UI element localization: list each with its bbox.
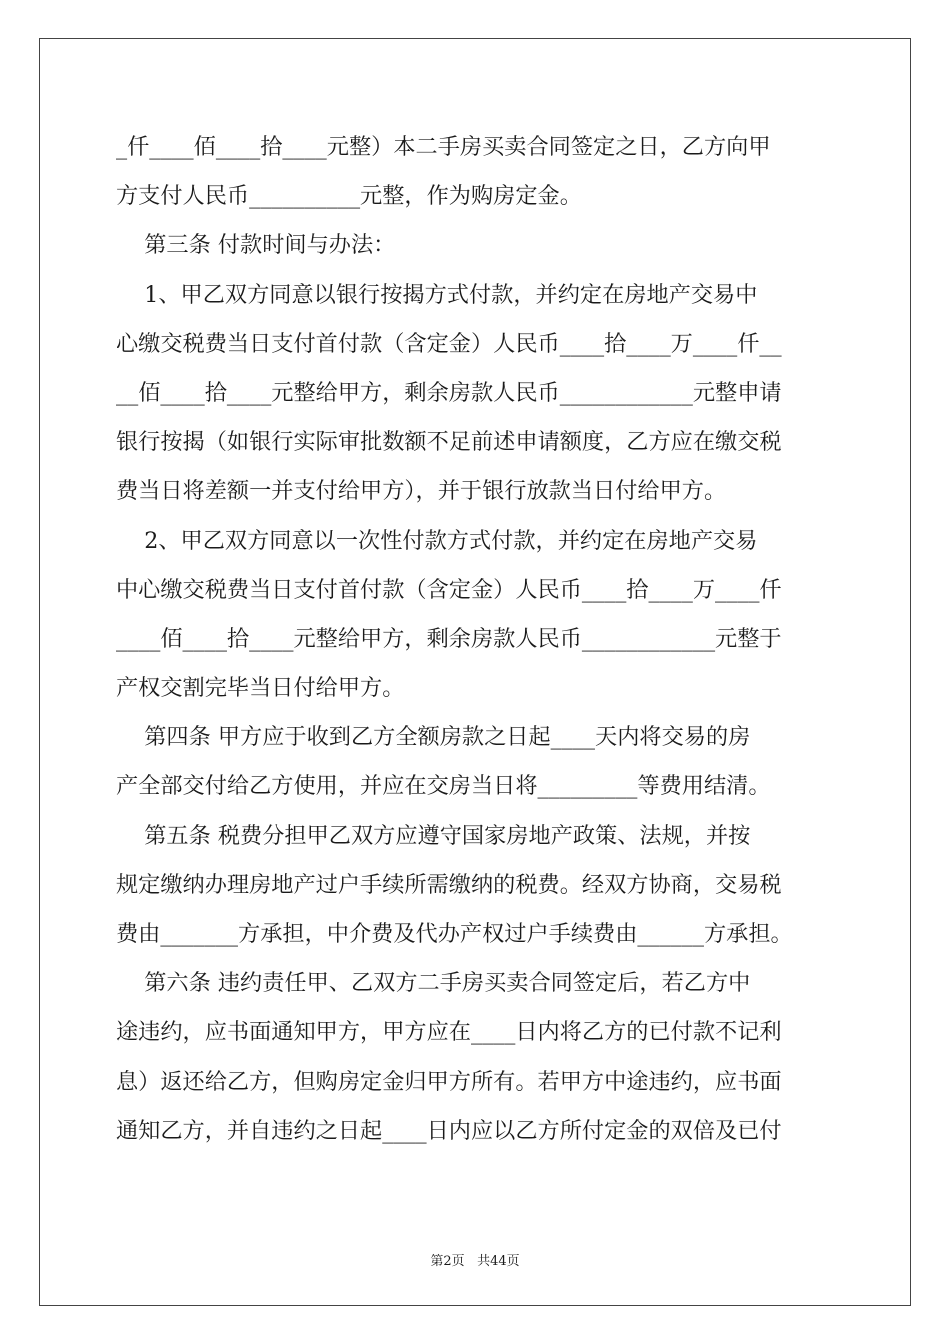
text-line: 第三条 付款时间与办法： xyxy=(116,232,396,259)
text-line: 1、甲乙双方同意以银行按揭方式付款，并约定在房地产交易中 xyxy=(116,281,758,308)
text-line: 2、甲乙双方同意以一次性付款方式付款，并约定在房地产交易 xyxy=(116,527,758,554)
text-line: 银行按揭（如银行实际审批数额不足前述申请额度，乙方应在缴交税 xyxy=(116,429,782,456)
text-line: 通知乙方，并自违约之日起____日内应以乙方所付定金的双倍及已付 xyxy=(116,1117,782,1144)
text-line: 第五条 税费分担甲乙双方应遵守国家房地产政策、法规，并按 xyxy=(116,822,751,849)
text-line: 第六条 违约责任甲、乙双方二手房买卖合同签定后，若乙方中 xyxy=(116,970,751,997)
text-line: _仟____佰____拾____元整）本二手房买卖合同签定之日，乙方向甲 xyxy=(116,134,771,160)
page-footer xyxy=(0,1250,950,1269)
text-line: 费当日将差额一并支付给甲方），并于银行放款当日付给甲方。 xyxy=(116,478,727,505)
text-line: 心缴交税费当日支付首付款（含定金）人民币____拾____万____仟__ xyxy=(116,330,782,357)
text-line: 费由_______方承担，中介费及代办产权过户手续费由______方承担。 xyxy=(116,921,793,947)
page-number: 第2页 xyxy=(430,1254,465,1269)
text-line: 息）返还给乙方，但购房定金归甲方所有。若甲方中途违约，应书面 xyxy=(116,1068,782,1095)
text-line: 产权交割完毕当日付给甲方。 xyxy=(116,675,405,702)
text-line: __佰____拾____元整给甲方，剩余房款人民币____________元整申请 xyxy=(116,379,782,406)
text-line: 中心缴交税费当日支付首付款（含定金）人民币____拾____万____仟 xyxy=(116,576,782,603)
text-line: 产全部交付给乙方使用，并应在交房当日将_________等费用结清。 xyxy=(116,773,771,800)
text-line: 规定缴纳办理房地产过户手续所需缴纳的税费。经双方协商，交易税 xyxy=(116,871,782,898)
page-total: 共44页 xyxy=(477,1254,520,1269)
contract-body xyxy=(116,123,836,1156)
text-line: 第四条 甲方应于收到乙方全额房款之日起____天内将交易的房 xyxy=(116,724,751,751)
text-line: ____佰____拾____元整给甲方，剩余房款人民币____________元整于 xyxy=(116,625,782,652)
text-line: 途违约，应书面通知甲方，甲方应在____日内将乙方的已付款不记利 xyxy=(116,1019,782,1046)
text-line: 方支付人民币__________元整，作为购房定金。 xyxy=(116,183,582,210)
